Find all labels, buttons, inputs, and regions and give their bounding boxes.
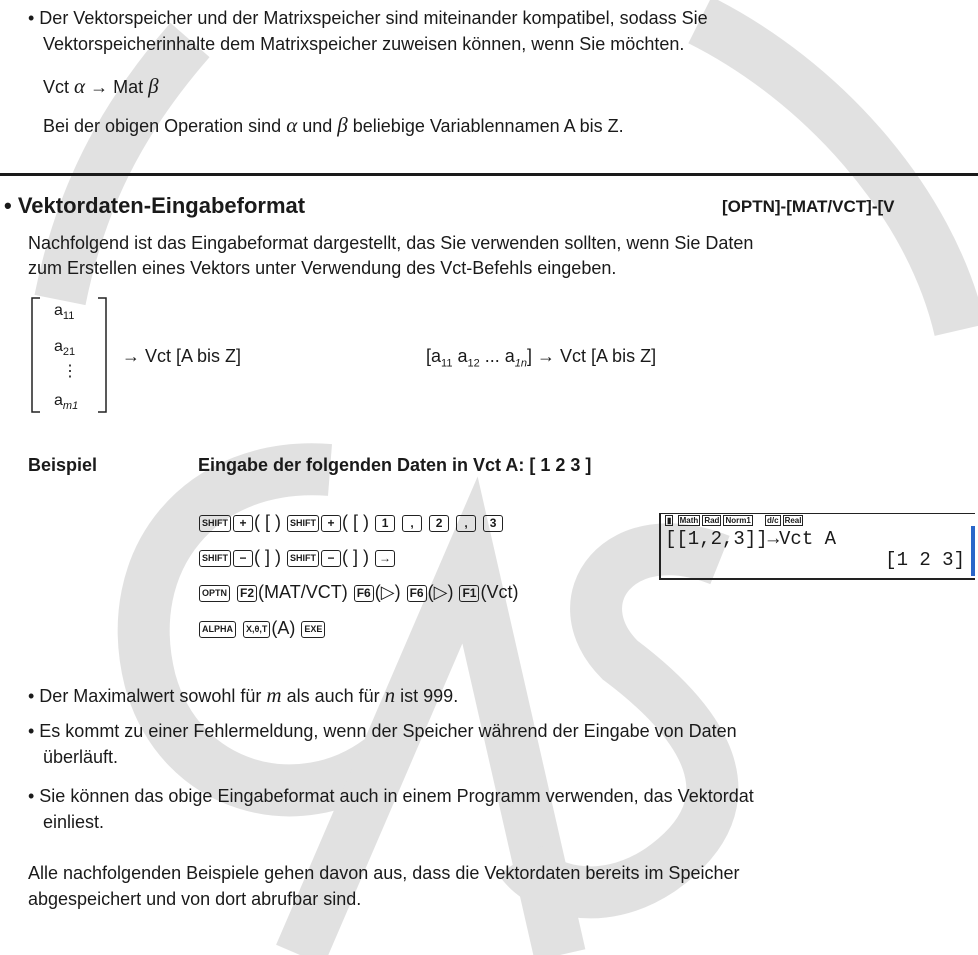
comma-key: , [456, 515, 476, 532]
column-a21 [54, 338, 75, 358]
row-a12: a [457, 346, 468, 366]
row-sub-11: 11 [441, 357, 453, 370]
closing-line1: Alle nachfolgenden Beispiele gehen davon aus, dass die Vektordaten bereits im Speicher [28, 863, 740, 883]
screen-scrollbar [971, 526, 975, 576]
formula-beta: β [148, 74, 159, 98]
bullet-program-line1: • Sie können das obige Eingabeformat auch in einem Programm verwenden, das Vektordat [28, 786, 754, 806]
bullet-max-m: m [266, 683, 282, 707]
example-label: Beispiel [28, 455, 98, 475]
row-vector-target: ] → Vct [A bis Z] [527, 346, 657, 366]
vct-label: (Vct) [480, 582, 519, 602]
bullet-vector-matrix-compat-line1: • Der Vektorspeicher und der Matrixspeicher sind miteinander kompatibel, sodass Sie [28, 8, 708, 28]
row-ellipsis: ... [484, 346, 500, 366]
calculator-screen [659, 513, 975, 580]
bullet-error-line2: überläuft. [43, 747, 119, 767]
row-sub-12: 12 [467, 357, 480, 370]
three-key: 3 [483, 515, 503, 532]
example-title: Eingabe der folgenden Daten in Vct A: [ 1 2 3 ] [198, 455, 592, 475]
screen-status-bar [665, 516, 805, 525]
f6-key: F6 [354, 585, 374, 602]
section-option-path: [OPTN]-[MAT/VCT]-[V [722, 197, 895, 216]
column-am1 [54, 392, 78, 412]
formula-vct-to-mat [43, 74, 159, 99]
close-bracket-label: ( ] ) [342, 547, 370, 567]
column-am1-base: a [54, 392, 63, 409]
formula-alpha: α [74, 74, 86, 98]
x-theta-t-key: X,θ,T [243, 621, 270, 638]
bullet-vector-matrix-compat-line2: Vektorspeicherinhalte dem Matrixspeicher zuweisen können, wenn Sie möchten. [43, 34, 685, 54]
variable-note-post: beliebige Variablennamen A bis Z. [352, 116, 624, 136]
one-key: 1 [375, 515, 395, 532]
closing-line2: abgespeichert und von dort abrufbar sind. [28, 889, 362, 909]
minus-key: − [321, 550, 341, 567]
variable-note-alpha: α [286, 113, 298, 137]
store-arrow-key: → [375, 550, 395, 567]
close-bracket-label: ( ] ) [254, 547, 281, 567]
column-a21-sub: 21 [62, 346, 76, 359]
screen-input-line: [[1,2,3]]→Vct A [665, 528, 837, 550]
matvct-label: (MAT/VCT) [258, 582, 348, 602]
variable-note-und: und [302, 116, 333, 136]
open-bracket-label: ( [ ) [254, 512, 281, 532]
column-vector-target: → Vct [A bis Z] [122, 346, 242, 366]
alpha-key: ALPHA [199, 621, 236, 638]
column-a21-base: a [54, 338, 63, 355]
comma-key: , [402, 515, 422, 532]
next-label: (▷) [427, 582, 454, 602]
optn-key: OPTN [199, 585, 230, 602]
f1-key: F1 [459, 585, 479, 602]
battery-icon: ▮ [667, 516, 672, 525]
a-label: (A) [271, 618, 296, 638]
exe-key: EXE [301, 621, 325, 638]
section-intro-line2: zum Erstellen eines Vektors unter Verwendung des Vct-Befehls eingeben. [28, 258, 617, 278]
bullet-max-n: n [384, 683, 396, 707]
column-a11 [54, 302, 74, 322]
row-vector-format [426, 346, 656, 370]
minus-key: − [233, 550, 253, 567]
screen-result-line: [1 2 3] [885, 549, 965, 571]
key-sequence-row1 [198, 512, 504, 533]
next-label: (▷) [374, 582, 401, 602]
section-title: • Vektordaten-Eingabeformat [4, 193, 306, 218]
shift-key: SHIFT [287, 515, 319, 532]
bullet-error-line1: • Es kommt zu einer Fehlermeldung, wenn der Speicher während der Eingabe von Daten [28, 721, 737, 741]
key-sequence-row4 [198, 618, 326, 639]
status-rad: Rad [704, 516, 720, 525]
formula-mat-label: Mat [113, 77, 144, 97]
formula-vct-label: Vct [43, 77, 70, 97]
formula-arrow: → [90, 77, 109, 97]
plus-key: + [233, 515, 253, 532]
plus-key: + [321, 515, 341, 532]
bullet-max-value [28, 683, 458, 708]
section-divider [0, 173, 978, 176]
bullet-max-mid: als auch für [286, 686, 380, 706]
f6-key: F6 [407, 585, 427, 602]
row-sub-1n: 1n [514, 357, 528, 370]
key-sequence-row3 [198, 582, 518, 603]
variable-note-pre: Bei der obigen Operation sind [43, 116, 282, 136]
status-dc: d/c [767, 516, 779, 525]
open-bracket-label: ( [ ) [342, 512, 370, 532]
bullet-program-line2: einliest. [43, 812, 105, 832]
column-a11-base: a [54, 302, 63, 319]
two-key: 2 [429, 515, 449, 532]
status-norm1: Norm1 [725, 516, 751, 525]
status-real: Real [784, 516, 802, 525]
row-a1n: a [504, 346, 515, 366]
f2-key: F2 [237, 585, 257, 602]
column-am1-sub: m1 [62, 400, 79, 413]
column-a11-sub: 11 [62, 310, 75, 323]
status-math: Math [679, 516, 699, 525]
bullet-max-post: ist 999. [400, 686, 459, 706]
row-open: [a [426, 346, 442, 366]
shift-key: SHIFT [199, 550, 231, 567]
shift-key: SHIFT [287, 550, 319, 567]
variable-note [43, 113, 624, 138]
bullet-max-pre: • Der Maximalwert sowohl für [28, 686, 262, 706]
shift-key: SHIFT [199, 515, 231, 532]
variable-note-beta: β [337, 113, 348, 137]
column-vdots: ⋮ [62, 363, 78, 380]
section-intro-line1: Nachfolgend ist das Eingabeformat dargestellt, das Sie verwenden sollten, wenn Sie Daten [28, 233, 754, 253]
key-sequence-row2 [198, 547, 396, 568]
